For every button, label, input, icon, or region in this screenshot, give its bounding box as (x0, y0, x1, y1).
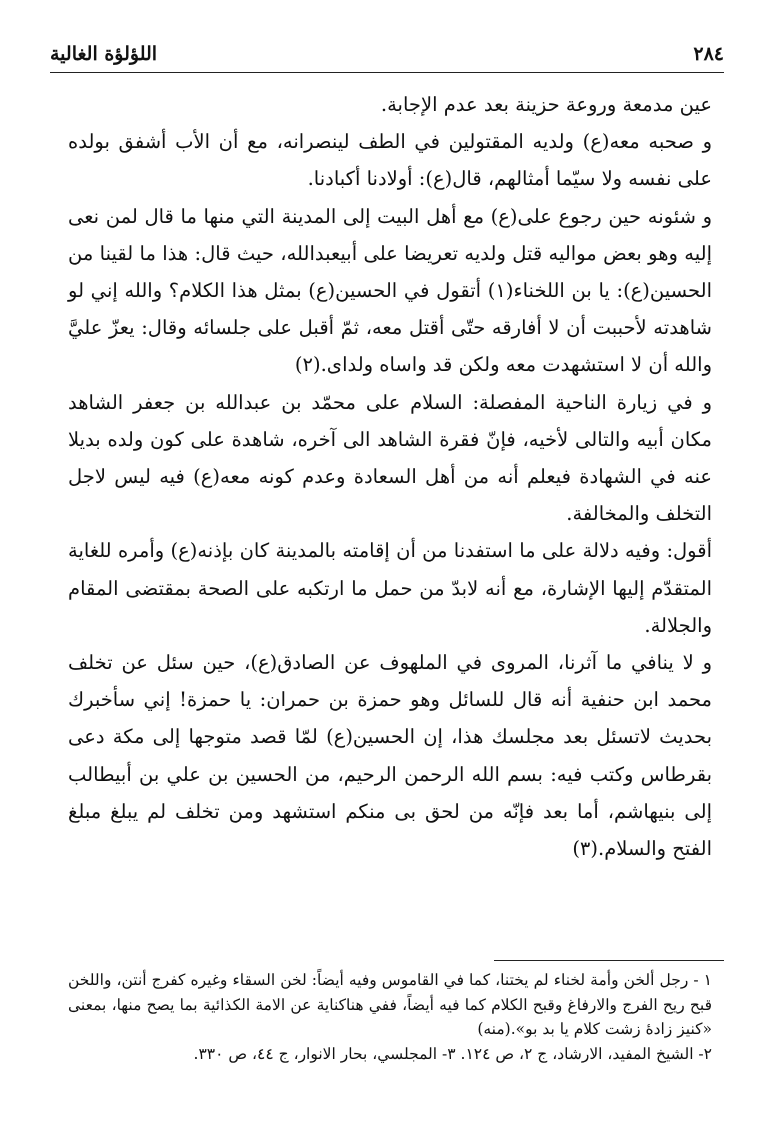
paragraph: و صحبه معه(ع) ولديه المقتولين في الطف لينصرانه، مع أن الأب أشفق بولده على نفسه ولا سيّما أمثالهم، قال(ع): أولادنا أكبادنا. (68, 130, 712, 191)
footnote: ١ - رجل ألخن وأمة لخناء لم يختنا، كما في القاموس وفيه أيضاً: لخن السقاء وغيره كفرج أنتن، واللخن قبح ريح الفرج والارفاغ وقبح الكلام كما فيه أيضاً، ففي هناكناية عن الامة الكذائية بما يصح منها، بمعنى «كنيز زادهٔ زشت كلام يا بد بو».(منه) (68, 971, 712, 1038)
footnote: ٢- الشيخ المفيد، الارشاد، ج ٢، ص ١٢٤. ٣- المجلسي، بحار الانوار، ج ٤٤، ص ٣٣٠. (193, 1044, 712, 1063)
footnotes (68, 968, 712, 1066)
paragraph: عين مدمعة وروعة حزينة بعد عدم الإجابة. (380, 93, 712, 116)
page-number: ٢٨٤ (693, 43, 724, 65)
paragraph: أقول: وفيه دلالة على ما استفدنا من أن إقامته بالمدينة كان بإذنه(ع) وأمره للغاية المتقدّم إليها الإشارة، مع أنه لابدّ من حمل ما ارتكبه على الصحة بمقتضى المقام والجلالة. (68, 539, 712, 637)
main-text (68, 86, 712, 867)
book-title: اللؤلؤة الغالية (50, 43, 158, 65)
paragraph: و شئونه حين رجوع على(ع) مع أهل البيت إلى المدينة التي منها ما قال لمن نعى إليه وهو بعض مواليه قتل ولديه تعريضا على أبيعبدالله، حيث قال: هذا ما لقينا من الحسين(ع): يا بن اللخناء(١) أتقول في الحسين(ع) بمثل هذا الكلام؟ والله إني لو شاهدته لأحببت أن لا أفارقه حتّى أقتل معه، ثمّ أقبل على جلسائه وقال: يعزّ عليَّ والله أن لا استشهدت معه ولكن قد واساه ولداى.(٢) (68, 204, 712, 377)
paragraph: و في زيارة الناحية المفصلة: السلام على محمّد بن عبدالله بن جعفر الشاهد مكان أبيه والتالى لأخيه، فإنّ فقرة الشاهد الى آخره، شاهدة على كون ولده بديلا عنه في الشهادة فيعلم أنه من أهل السعادة وعدم كونه معه(ع) فيه ليس لاجل التخلف والمخالفة. (68, 390, 712, 526)
footnote-separator (494, 960, 724, 961)
page-header (50, 36, 724, 73)
paragraph: و لا ينافي ما آثرنا، المروى في الملهوف عن الصادق(ع)، حين سئل عن تخلف محمد ابن حنفية أنه قال للسائل وهو حمزة بن حمران: يا حمزة! إني سأخبرك بحديث لاتسئل بعد مجلسك هذا، إن الحسين(ع) لمّا قصد متوجها إلى مكة دعى بقرطاس وكتب فيه: بسم الله الرحمن الرحيم، من الحسين بن علي بن أبيطالب إلى بنيهاشم، أما بعد فإنّه من لحق بى منكم استشهد ومن تخلف لم يبلغ مبلغ الفتح والسلام.(٣) (68, 651, 712, 861)
